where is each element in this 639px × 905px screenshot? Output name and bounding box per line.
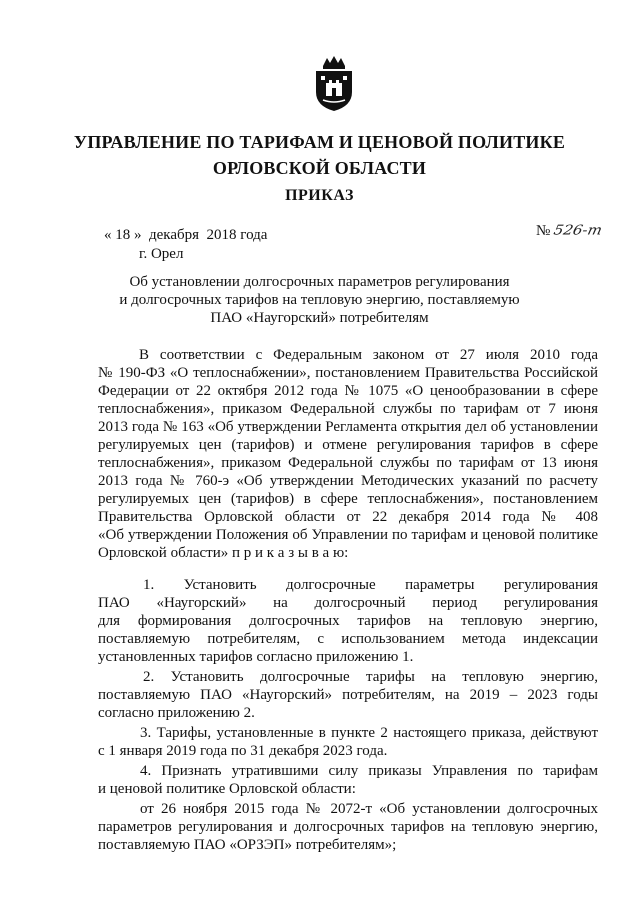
- agency-title-line-2: ОРЛОВСКОЙ ОБЛАСТИ: [212, 158, 427, 178]
- body-line: поставляемую ПАО «Наугорский» потребителям, на 2019 – 2023 годы: [98, 687, 598, 703]
- document-date: « 18 » декабря 2018 года: [104, 227, 268, 243]
- body-line: 1. Установить долгосрочные параметры регулирования: [143, 577, 598, 593]
- body-line: «Об утверждении Положения об Управлении по тарифам и ценовой политике: [98, 527, 598, 543]
- body-line: Правительства Орловской области от 22 декабря 2014 года № 408: [98, 509, 598, 525]
- subject-line-2: и долгосрочных тарифов на тепловую энергию, поставляемую: [119, 292, 520, 308]
- document-type: ПРИКАЗ: [285, 187, 354, 204]
- body-line: 2013 года № 163 «Об утверждении Регламента открытия дел об установлении: [98, 419, 598, 435]
- document-number: [536, 221, 602, 240]
- subject-line-1: Об установлении долгосрочных параметров регулирования: [129, 274, 510, 290]
- body-line: с 1 января 2019 года по 31 декабря 2023 года.: [98, 743, 388, 759]
- handwritten-number: 526-т: [552, 221, 604, 239]
- body-line: № 190-ФЗ «О теплоснабжении», постановлением Правительства Российской: [98, 365, 598, 381]
- body-line: регулируемых цен (тарифов) и отмене регулирования тарифов в сфере: [98, 437, 598, 453]
- body-line: параметров регулирования и долгосрочных тарифов на тепловую энергию,: [98, 819, 598, 835]
- body-line: и ценовой политике Орловской области:: [98, 781, 356, 797]
- number-prefix: №: [536, 223, 551, 239]
- body-line: 4. Признать утратившими силу приказы Управления по тарифам: [140, 763, 598, 779]
- subject-line-3: ПАО «Наугорский» потребителям: [210, 310, 429, 326]
- body-line: от 26 ноября 2015 года № 2072-т «Об установлении долгосрочных: [140, 801, 598, 817]
- body-line: 2. Установить долгосрочные тарифы на тепловую энергию,: [143, 669, 598, 685]
- body-line: Федерации от 22 октября 2012 года № 1075 «О ценообразовании в сфере: [98, 383, 598, 399]
- body-line: теплоснабжения», приказом Федеральной службы по тарифам от 7 июня: [98, 401, 598, 417]
- body-line: Орловской области» п р и к а з ы в а ю:: [98, 545, 349, 561]
- body-line: теплоснабжения», приказом Федеральной службы по тарифам от 13 июня: [98, 455, 598, 471]
- body-line: регулируемых цен (тарифов) в сфере теплоснабжения», постановлением: [98, 491, 598, 507]
- body-line: В соответствии с Федеральным законом от 27 июля 2010 года: [139, 347, 598, 363]
- body-line: 2013 года № 760-э «Об утверждении Методических указаний по расчету: [98, 473, 598, 489]
- body-line: ПАО «Наугорский» на долгосрочный период регулирования: [98, 595, 598, 611]
- body-line: поставляемую ПАО «ОРЗЭП» потребителям»;: [98, 837, 397, 853]
- body-line: 3. Тарифы, установленные в пункте 2 настоящего приказа, действуют: [140, 725, 598, 741]
- body-line: поставляемую потребителям, с использованием метода индексации: [98, 631, 598, 647]
- body-line: согласно приложению 2.: [98, 705, 255, 721]
- body-line: для формирования долгосрочных тарифов на тепловую энергию,: [98, 613, 598, 629]
- document-city: г. Орел: [139, 246, 184, 262]
- body-line: установленных тарифов согласно приложению 1.: [98, 649, 414, 665]
- coat-of-arms-icon: [311, 56, 357, 112]
- agency-title-line-1: УПРАВЛЕНИЕ ПО ТАРИФАМ И ЦЕНОВОЙ ПОЛИТИКЕ: [73, 132, 566, 152]
